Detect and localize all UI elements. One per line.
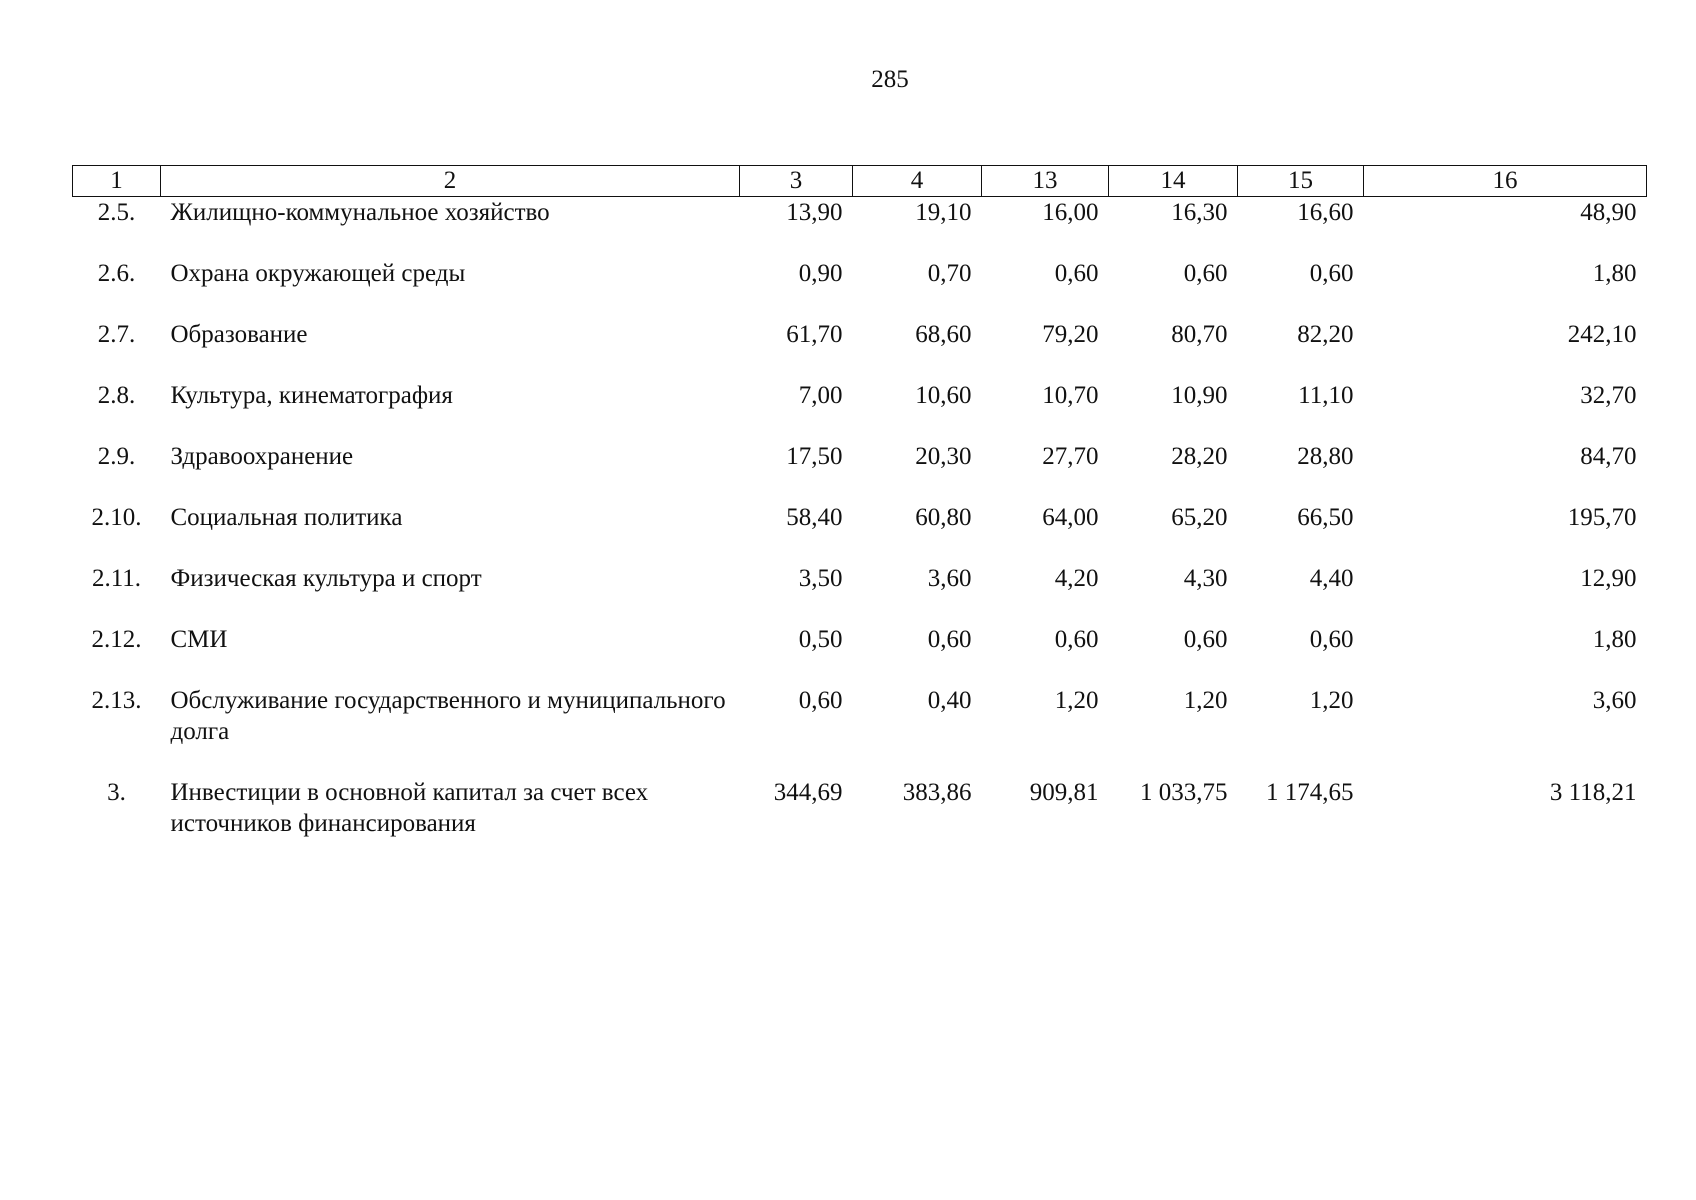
row-value: 16,00 xyxy=(1042,199,1099,226)
row-value: 1,20 xyxy=(1183,687,1228,714)
row-number: 2.7. xyxy=(97,321,136,348)
row-value: 10,60 xyxy=(915,382,972,409)
column-header: 14 xyxy=(1109,166,1238,197)
column-header: 16 xyxy=(1364,166,1647,197)
row-name: Культура, кинематография xyxy=(170,382,453,409)
row-number: 2.10. xyxy=(91,504,142,531)
row-number: 2.6. xyxy=(97,260,136,287)
row-value: 12,90 xyxy=(1580,565,1637,592)
table-row xyxy=(73,685,1647,777)
column-header: 3 xyxy=(740,166,853,197)
row-value: 3,60 xyxy=(1592,687,1637,714)
row-name: СМИ xyxy=(170,626,228,653)
row-value: 4,40 xyxy=(1309,565,1354,592)
row-value: 20,30 xyxy=(915,443,972,470)
table-row xyxy=(73,563,1647,624)
row-value: 4,30 xyxy=(1183,565,1228,592)
row-value: 10,70 xyxy=(1042,382,1099,409)
row-value: 344,69 xyxy=(773,779,843,806)
row-value: 0,60 xyxy=(1183,626,1228,653)
row-name: Образование xyxy=(170,321,308,348)
row-value: 28,80 xyxy=(1297,443,1354,470)
row-value: 0,50 xyxy=(798,626,843,653)
row-value: 60,80 xyxy=(915,504,972,531)
row-value: 0,60 xyxy=(1183,260,1228,287)
row-value: 16,30 xyxy=(1171,199,1228,226)
table-row xyxy=(73,624,1647,685)
row-value: 17,50 xyxy=(786,443,843,470)
row-value: 1,20 xyxy=(1309,687,1354,714)
page-number: 285 xyxy=(871,66,909,93)
row-name: Обслуживание государственного и муниципального долга xyxy=(170,687,726,745)
row-value: 80,70 xyxy=(1171,321,1228,348)
row-value: 27,70 xyxy=(1042,443,1099,470)
row-value: 19,10 xyxy=(915,199,972,226)
row-name: Жилищно-коммунальное хозяйство xyxy=(170,199,550,226)
table-row xyxy=(73,197,1647,259)
row-name: Инвестиции в основной капитал за счет всех источников финансирования xyxy=(170,779,649,837)
row-value: 68,60 xyxy=(915,321,972,348)
row-value: 10,90 xyxy=(1171,382,1228,409)
row-number: 3. xyxy=(107,779,126,806)
row-value: 383,86 xyxy=(902,779,972,806)
row-value: 4,20 xyxy=(1054,565,1099,592)
row-value: 48,90 xyxy=(1580,199,1637,226)
row-number: 2.8. xyxy=(97,382,136,409)
row-value: 0,60 xyxy=(798,687,843,714)
column-header: 15 xyxy=(1238,166,1364,197)
row-name: Физическая культура и спорт xyxy=(170,565,482,592)
row-value: 79,20 xyxy=(1042,321,1099,348)
table-row xyxy=(73,777,1647,869)
row-value: 65,20 xyxy=(1171,504,1228,531)
row-value: 0,90 xyxy=(798,260,843,287)
row-name: Здравоохранение xyxy=(170,443,354,470)
row-value: 0,60 xyxy=(1309,260,1354,287)
column-header: 2 xyxy=(161,166,740,197)
row-number: 2.5. xyxy=(97,199,136,226)
budget-table xyxy=(72,165,1647,869)
row-value: 0,60 xyxy=(1054,260,1099,287)
row-name: Социальная политика xyxy=(170,504,403,531)
row-value: 3 118,21 xyxy=(1549,779,1637,806)
row-value: 28,20 xyxy=(1171,443,1228,470)
column-header: 1 xyxy=(73,166,161,197)
row-value: 1,20 xyxy=(1054,687,1099,714)
row-value: 13,90 xyxy=(786,199,843,226)
row-value: 3,50 xyxy=(798,565,843,592)
row-value: 61,70 xyxy=(786,321,843,348)
row-name: Охрана окружающей среды xyxy=(170,260,466,287)
row-value: 1,80 xyxy=(1592,260,1637,287)
column-header: 13 xyxy=(982,166,1109,197)
row-value: 0,60 xyxy=(927,626,972,653)
row-value: 64,00 xyxy=(1042,504,1099,531)
table-header-row xyxy=(73,166,1647,197)
row-value: 1 033,75 xyxy=(1140,779,1228,806)
row-value: 0,40 xyxy=(927,687,972,714)
table-row xyxy=(73,380,1647,441)
row-value: 1,80 xyxy=(1592,626,1637,653)
row-value: 16,60 xyxy=(1297,199,1354,226)
row-value: 32,70 xyxy=(1580,382,1637,409)
table-row xyxy=(73,502,1647,563)
row-value: 66,50 xyxy=(1297,504,1354,531)
table-row xyxy=(73,441,1647,502)
row-value: 0,70 xyxy=(927,260,972,287)
column-header: 4 xyxy=(853,166,982,197)
row-number: 2.9. xyxy=(97,443,136,470)
row-value: 1 174,65 xyxy=(1266,779,1354,806)
row-value: 7,00 xyxy=(798,382,843,409)
row-number: 2.12. xyxy=(91,626,142,653)
row-value: 84,70 xyxy=(1580,443,1637,470)
row-value: 0,60 xyxy=(1054,626,1099,653)
table-row xyxy=(73,258,1647,319)
row-value: 58,40 xyxy=(786,504,843,531)
table-row xyxy=(73,319,1647,380)
row-value: 909,81 xyxy=(1029,779,1099,806)
row-number: 2.11. xyxy=(91,565,142,592)
row-value: 82,20 xyxy=(1297,321,1354,348)
row-value: 11,10 xyxy=(1298,382,1354,409)
row-value: 3,60 xyxy=(927,565,972,592)
row-value: 195,70 xyxy=(1567,504,1637,531)
row-number: 2.13. xyxy=(91,687,142,714)
row-value: 242,10 xyxy=(1567,321,1637,348)
row-value: 0,60 xyxy=(1309,626,1354,653)
